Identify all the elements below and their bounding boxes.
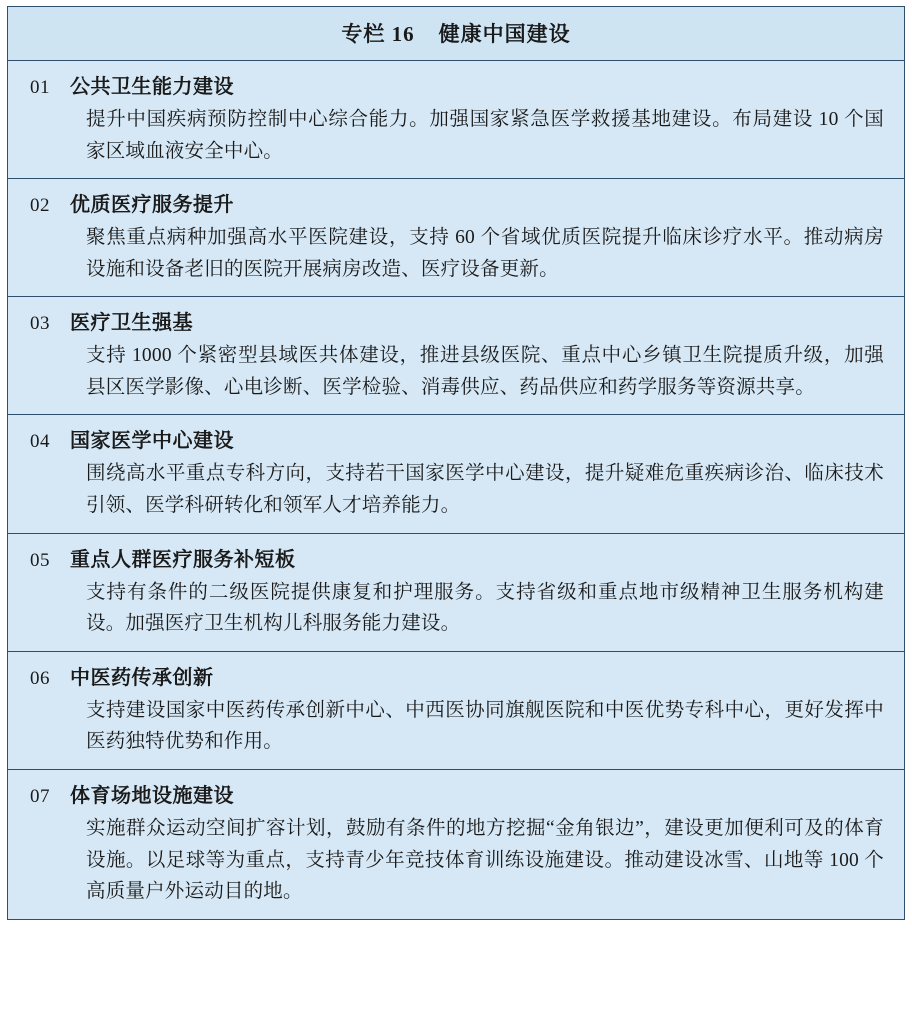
row-title-line <box>24 70 888 99</box>
list-item <box>8 297 904 415</box>
row-body: 支持有条件的二级医院提供康复和护理服务。支持省级和重点地市级精神卫生服务机构建设。加强医疗卫生机构儿科服务能力建设。 <box>86 581 884 635</box>
row-body: 提升中国疾病预防控制中心综合能力。加强国家紧急医学救援基地建设。布局建设 10 个国家区域血液安全中心。 <box>86 109 884 162</box>
row-number: 06 <box>30 667 50 689</box>
row-number: 02 <box>30 195 50 217</box>
row-title: 公共卫生能力建设 <box>70 76 234 98</box>
row-title: 体育场地设施建设 <box>70 784 234 807</box>
row-body: 围绕高水平重点专科方向，支持若干国家医学中心建设，提升疑难危重疾病诊治、临床技术引领、医学科研转化和领军人才培养能力。 <box>86 463 884 517</box>
row-title: 优质医疗服务提升 <box>70 194 234 217</box>
row-number: 07 <box>30 785 50 807</box>
box-header-title: 健康中国建设 <box>438 22 571 46</box>
row-number: 01 <box>30 77 50 98</box>
row-body: 实施群众运动空间扩容计划，鼓励有条件的地方挖掘“金角银边”，建设更加便利可及的体育设施。以足球等为重点，支持青少年竞技体育训练设施建设。推动建设冰雪、山地等 100 个高质量户外运动目的地。 <box>86 817 884 903</box>
row-number: 03 <box>30 313 50 335</box>
row-body: 聚焦重点病种加强高水平医院建设，支持 60 个省域优质医院提升临床诊疗水平。推动病房设施和设备老旧的医院开展病房改造、医疗设备更新。 <box>86 227 884 280</box>
box-header <box>8 7 904 61</box>
row-title-line <box>24 543 888 572</box>
row-title-line <box>24 661 888 690</box>
list-item <box>8 179 904 297</box>
row-number: 04 <box>30 431 50 453</box>
row-title-line <box>24 306 888 335</box>
list-item <box>8 534 904 652</box>
row-number: 05 <box>30 549 50 571</box>
row-title-line <box>24 424 888 453</box>
row-title-line <box>24 779 888 808</box>
row-title: 中医药传承创新 <box>70 666 214 689</box>
feature-box <box>7 6 905 920</box>
list-item <box>8 415 904 533</box>
list-item <box>8 61 904 179</box>
row-title: 重点人群医疗服务补短板 <box>70 548 296 571</box>
row-body: 支持建设国家中医药传承创新中心、中西医协同旗舰医院和中医优势专科中心，更好发挥中医药独特优势和作用。 <box>86 699 884 753</box>
row-title-line <box>24 188 888 217</box>
list-item <box>8 652 904 770</box>
box-header-label: 专栏 16 <box>341 22 415 46</box>
row-title: 国家医学中心建设 <box>70 430 234 453</box>
list-item <box>8 770 904 919</box>
row-title: 医疗卫生强基 <box>70 312 193 335</box>
row-body: 支持 1000 个紧密型县域医共体建设，推进县级医院、重点中心乡镇卫生院提质升级，加强县区医学影像、心电诊断、医学检验、消毒供应、药品供应和药学服务等资源共享。 <box>86 345 884 398</box>
